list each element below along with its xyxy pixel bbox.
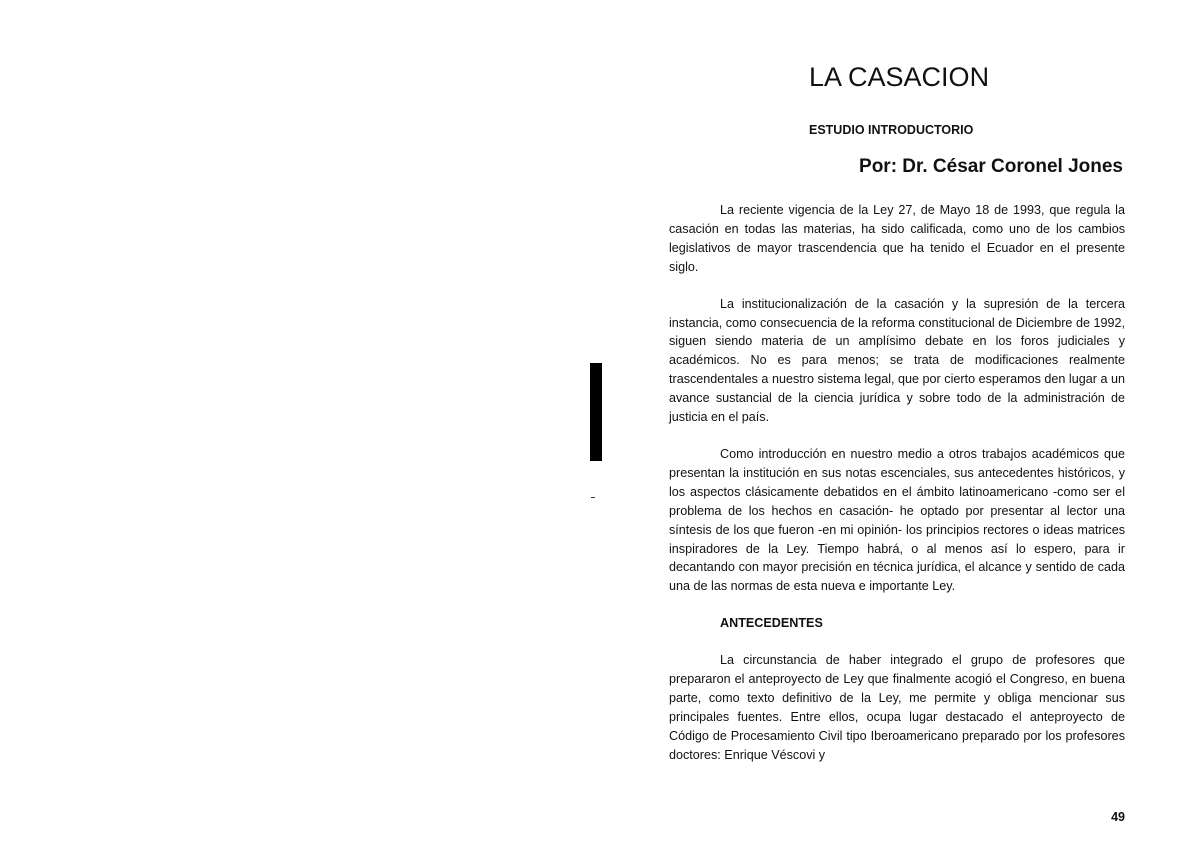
scan-margin-mark (590, 363, 602, 461)
page-title: LA CASACION (809, 62, 990, 92)
scan-margin-dash (591, 497, 595, 498)
section-paragraph: La circunstancia de haber integrado el grupo de profesores que prepararon el anteproyecto de Ley que finalmente acogió el Congreso, en buena parte, como texto definitivo de la Ley, me permite y obliga mencionar sus principales fuentes. Entre ellos, ocupa lugar destacado el anteproyecto de Código de Procesamiento Civil tipo Iberoamericano preparado por los profesores doctores: Enrique Véscovi y (669, 653, 1125, 762)
paragraph-2: La institucionalización de la casación y la supresión de la tercera instancia, como consecuencia de la reforma constitucional de Diciembre de 1992, siguen siendo materia de un amplísimo debate en los foros judiciales y académicos. No es para menos; se trata de modificaciones realmente trascendentales a nuestro sistema legal, que por cierto esperamos den lugar a un avance sustancial de la ciencia jurídica y sobre todo de la administración de justicia en el país. (669, 296, 1125, 425)
author-line: Por: Dr. César Coronel Jones (859, 156, 1123, 177)
article-body (669, 201, 1125, 783)
paragraph-1: La reciente vigencia de la Ley 27, de Mayo 18 de 1993, que regula la casación en todas las materias, ha sido calificada, como uno de los cambios legislativos de mayor trascendencia que ha tenido el Ecuador en el presente siglo. (669, 203, 1125, 274)
paragraph-3: Como introducción en nuestro medio a otros trabajos académicos que presentan la institución en sus notas escenciales, sus antecedentes históricos, y los aspectos clásicamente debatidos en el ámbito latinoamericano -como ser el problema de los hechos en casación- he optado por presentar al lector una síntesis de los que fueron -en mi opinión- los principios rectores o ideas matrices inspiradores de la Ley. Tiempo habrá, o al menos así lo espero, para ir decantando con mayor precisión en técnica jurídica, el alcance y sentido de cada una de las normas de esta nueva e importante Ley. (669, 446, 1125, 594)
document-page (669, 0, 1129, 849)
page-number: 49 (1111, 810, 1125, 824)
section-heading: ANTECEDENTES (720, 616, 823, 631)
page-subtitle: ESTUDIO INTRODUCTORIO (809, 123, 974, 137)
